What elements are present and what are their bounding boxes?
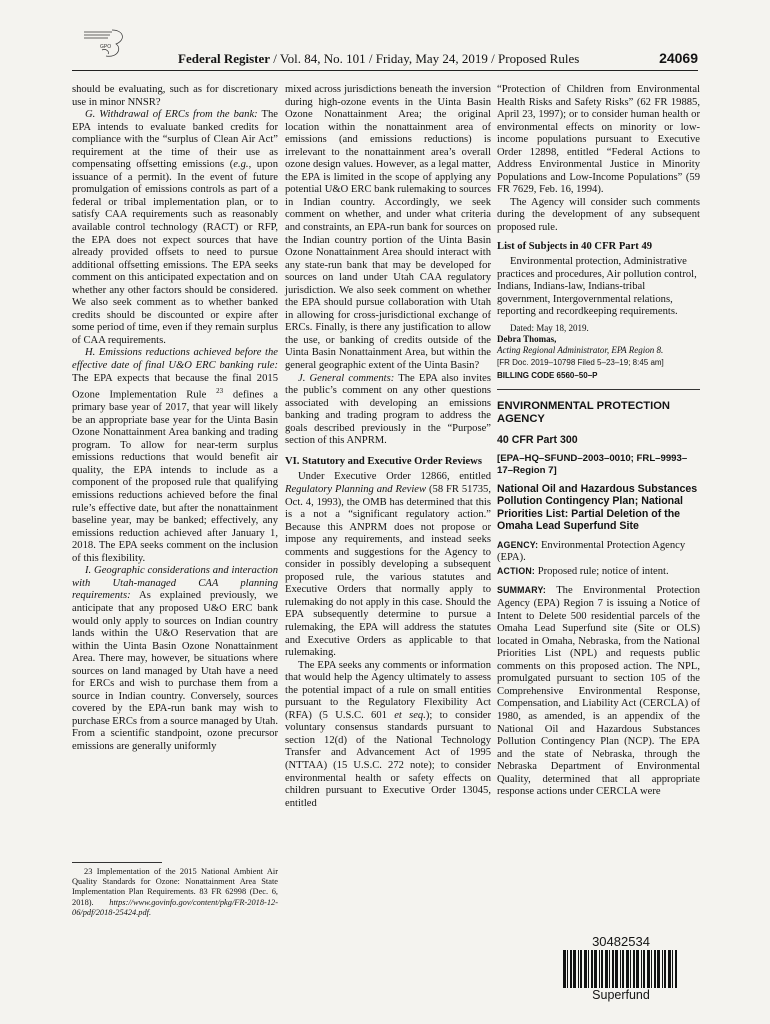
footnote-rule — [72, 862, 162, 863]
docket-number: [EPA–HQ–SFUND–2003–0010; FRL–9993–17–Region 7] — [497, 452, 688, 476]
paragraph: The Agency will consider such comments during the development of any subsequent proposed rule. — [497, 196, 700, 234]
subjects-list: Environmental protection, Administrative practices and procedures, Air pollution control, Indians, Indians-law, Indians-tribal government, Intergovernmental relations, reporting and recordkeeping requirements. — [497, 256, 697, 318]
paragraph-h: H. Emissions reductions achieved before the effective date of final U&O ERC banking rule: The EPA expects that because the final 2015 Ozone Implementation Rule $^{23}$ defines a primary base year of 2017, that year will likely be an appropriate base year for the Uinta Basin Ozone Nonattainment Area banking and trading program. To allow for near-term surplus emissions reductions that would benefit air quality, the EPA intends to include as a component of the proposed rule that qualifying emissions reductions achieved before the final rule’s effective date, but after the nonattainment baseline year, may be banked; effectively, any emissions reduction achieved after January 1, 2018. The EPA seeks comment on the inclusion of this flexibility. — [72, 347, 278, 564]
section-heading-vi: VI. Statutory and Executive Order Reviews — [285, 455, 482, 467]
paragraph-g: G. Withdrawal of ERCs from the bank: The EPA intends to evaluate banked credits for compliance with the “surplus of Clean Air Act” requirement at the time of their use as compensating offsetting emissions (e.g., upon issuance of a permit). In the event of future promulgation of emissions controls as part of a federal or tribal implementation plan, or to satisfy CAA requirements such as reasonably available control technology (RACT) or RFP, the EPA does not expect sources that have already provided offsets to need to pursue additional offsetting emissions. The EPA seeks comment on this anticipated expectation and on whether any other factors should be considered. We also seek comment as to whether banked credits should be discounted or expire after some period of time, even if they remain surplus of CAA requirements. — [72, 109, 278, 346]
agency-heading: ENVIRONMENTAL PROTECTION AGENCY — [497, 399, 670, 425]
paragraph: “Protection of Children from Environmental Health Risks and Safety Risks” (62 FR 19885, April 23, 1997); or to consider human health or environmental effects on minority or low-income populations pursuant to Executive Order 12898, entitled “Federal Actions to Address Environmental Justice in Minority Populations and Low-Income Populations” (59 FR 7629, Feb. 16, 1994). — [497, 84, 700, 196]
barcode-label: Superfund — [592, 988, 650, 1002]
agency-line: AGENCY: Environmental Protection Agency (EPA). — [497, 539, 686, 564]
page-header — [72, 50, 698, 71]
cfr-part: 40 CFR Part 300 — [497, 433, 578, 446]
column-1 — [72, 84, 278, 754]
summary-paragraph: SUMMARY: The Environmental Protection Agency (EPA) Region 7 is issuing a Notice of Intent to Delete 500 residential parcels of the Omaha Lead Superfund site (Site or OLS) located in Omaha, Nebraska, from the National Priorities List (NPL) and requests public comments on this proposed action. The NPL, promulgated pursuant to section 105 of the Comprehensive Environmental Response, Compensation, and Liability Act (CERCLA) of 1980, as amended, is an appendix of the National Oil and Hazardous Substances Pollution Contingency Plan (NCP). The EPA and the state of Nebraska, through the Nebraska Department of Environmental Quality, determined that all appropriate response actions under CERCLA were — [497, 585, 700, 798]
signer-title: Acting Regional Administrator, EPA Region 8. — [497, 344, 664, 355]
paragraph-j: J. General comments: The EPA also invites the public’s comment on any other questions associated with developing an emissions banking and trading program to address the goals described previously in the “Purpose” section of this ANPRM. — [285, 372, 491, 447]
rule-title: National Oil and Hazardous Substances Pollution Contingency Plan; National Priorities List: Partial Deletion of the Omaha Lead Superfund Site — [497, 482, 698, 533]
billing-code: BILLING CODE 6560–50–P — [497, 370, 598, 380]
svg-text:GPO: GPO — [100, 44, 112, 50]
action-line: ACTION: Proposed rule; notice of intent. — [497, 565, 669, 577]
signer-name: Debra Thomas, — [497, 333, 557, 344]
paragraph: mixed across jurisdictions beneath the inversion during high-ozone events in the Uinta Basin Ozone Nonattainment Area; the original location within the nonattainment area of emissions (and emissions reductions) is irrelevant to the nonattainment area’s overall ozone design values. However, as a legal matter, the EPA is limited in the scope of applying any potential U&O ERC bank rulemaking to sources in Indian country. Accordingly, we seek comment on whether, and under what criteria and constraints, an EPA-run bank for sources on the Indian country portion of the Uinta Basin Ozone Nonattainment Area should interact with any state-run bank that may be developed for sources on land under Utah CAA regulatory jurisdiction. We also seek comment on whether the EPA should pursue collaboration with Utah in allowing for cross-jurisdictional exchange of ERCs. Finally, is there any justification to allow the use, or banking of credits outside of the Uinta Basin Nonattainment Area, but within the general geographic extent of the Uinta Basin? — [285, 84, 491, 372]
divider — [497, 389, 700, 390]
paragraph: Under Executive Order 12866, entitled Regulatory Planning and Review (58 FR 51735, Oct. 4, 1993), the OMB has determined that this is a not a “significant regulatory action.” Because this ANPRM does not propose or impose any requirements, and instead seeks comments and suggestions for the Agency to consider in possibly developing a subsequent proposed rule, the various statutes and Executive Orders that normally apply to rulemaking do not apply in this case. Should the EPA subsequently determine to pursue a rulemaking, the EPA will address the statutes and Executive Orders as applicable to that rulemaking. — [285, 471, 491, 659]
barcode-number: 30482534 — [592, 934, 650, 949]
footnote — [72, 862, 278, 918]
subjects-heading: List of Subjects in 40 CFR Part 49 — [497, 240, 653, 252]
column-3 — [497, 84, 700, 799]
paragraph-i: I. Geographic considerations and interaction with Utah-managed CAA planning requirements: As explained previously, we anticipate that any proposed U&O ERC bank would only apply to sources on Indian country lands within the U&O Reservation that are within the Uinta Basin Ozone Nonattainment Area. There may, however, be situations where sources on land managed by Utah have a need for ERCs and wish to purchase them from a source in Indian country. Conversely, sources covered by the EPA-run bank may wish to purchase ERCs from a source managed by Utah. From a scientific standpoint, ozone precursor emissions are generally uniformly — [72, 565, 278, 752]
footnote-text: 23 Implementation of the 2015 National Ambient Air Quality Standards for Ozone: Nonattainment Area State Implementation Plan Requirements. 83 FR 62998 (Dec. 6, 2018). https://www.govinfo.gov/content/pkg/FR-2018-12-06/pdf/2018-25424.pdf. — [72, 867, 278, 917]
fr-doc-line: [FR Doc. 2019–10798 Filed 5–23–19; 8:45 am] — [497, 357, 664, 367]
running-head: Federal Register / Vol. 84, No. 101 / Friday, May 24, 2019 / Proposed Rules — [178, 51, 580, 66]
barcode-stamp — [555, 934, 687, 1012]
page-number: 24069 — [659, 50, 698, 66]
dated-line: Dated: May 18, 2019. — [510, 322, 589, 333]
barcode-icon — [562, 950, 680, 988]
paragraph: The EPA seeks any comments or information that would help the Agency ultimately to assess the potential impact of a rule on small entities pursuant to the Regulatory Flexibility Act (RFA) (5 U.S.C. 601 et seq.); to consider voluntary consensus standards pursuant to section 12(d) of the National Technology Transfer and Advancement Act of 1995 (NTTAA) (15 U.S.C. 272 note); to consider environmental health or safety effects on children pursuant to Executive Order 13045, entitled — [285, 659, 491, 809]
column-2 — [285, 84, 491, 810]
paragraph: should be evaluating, such as for discretionary use in minor NNSR? — [72, 84, 278, 108]
